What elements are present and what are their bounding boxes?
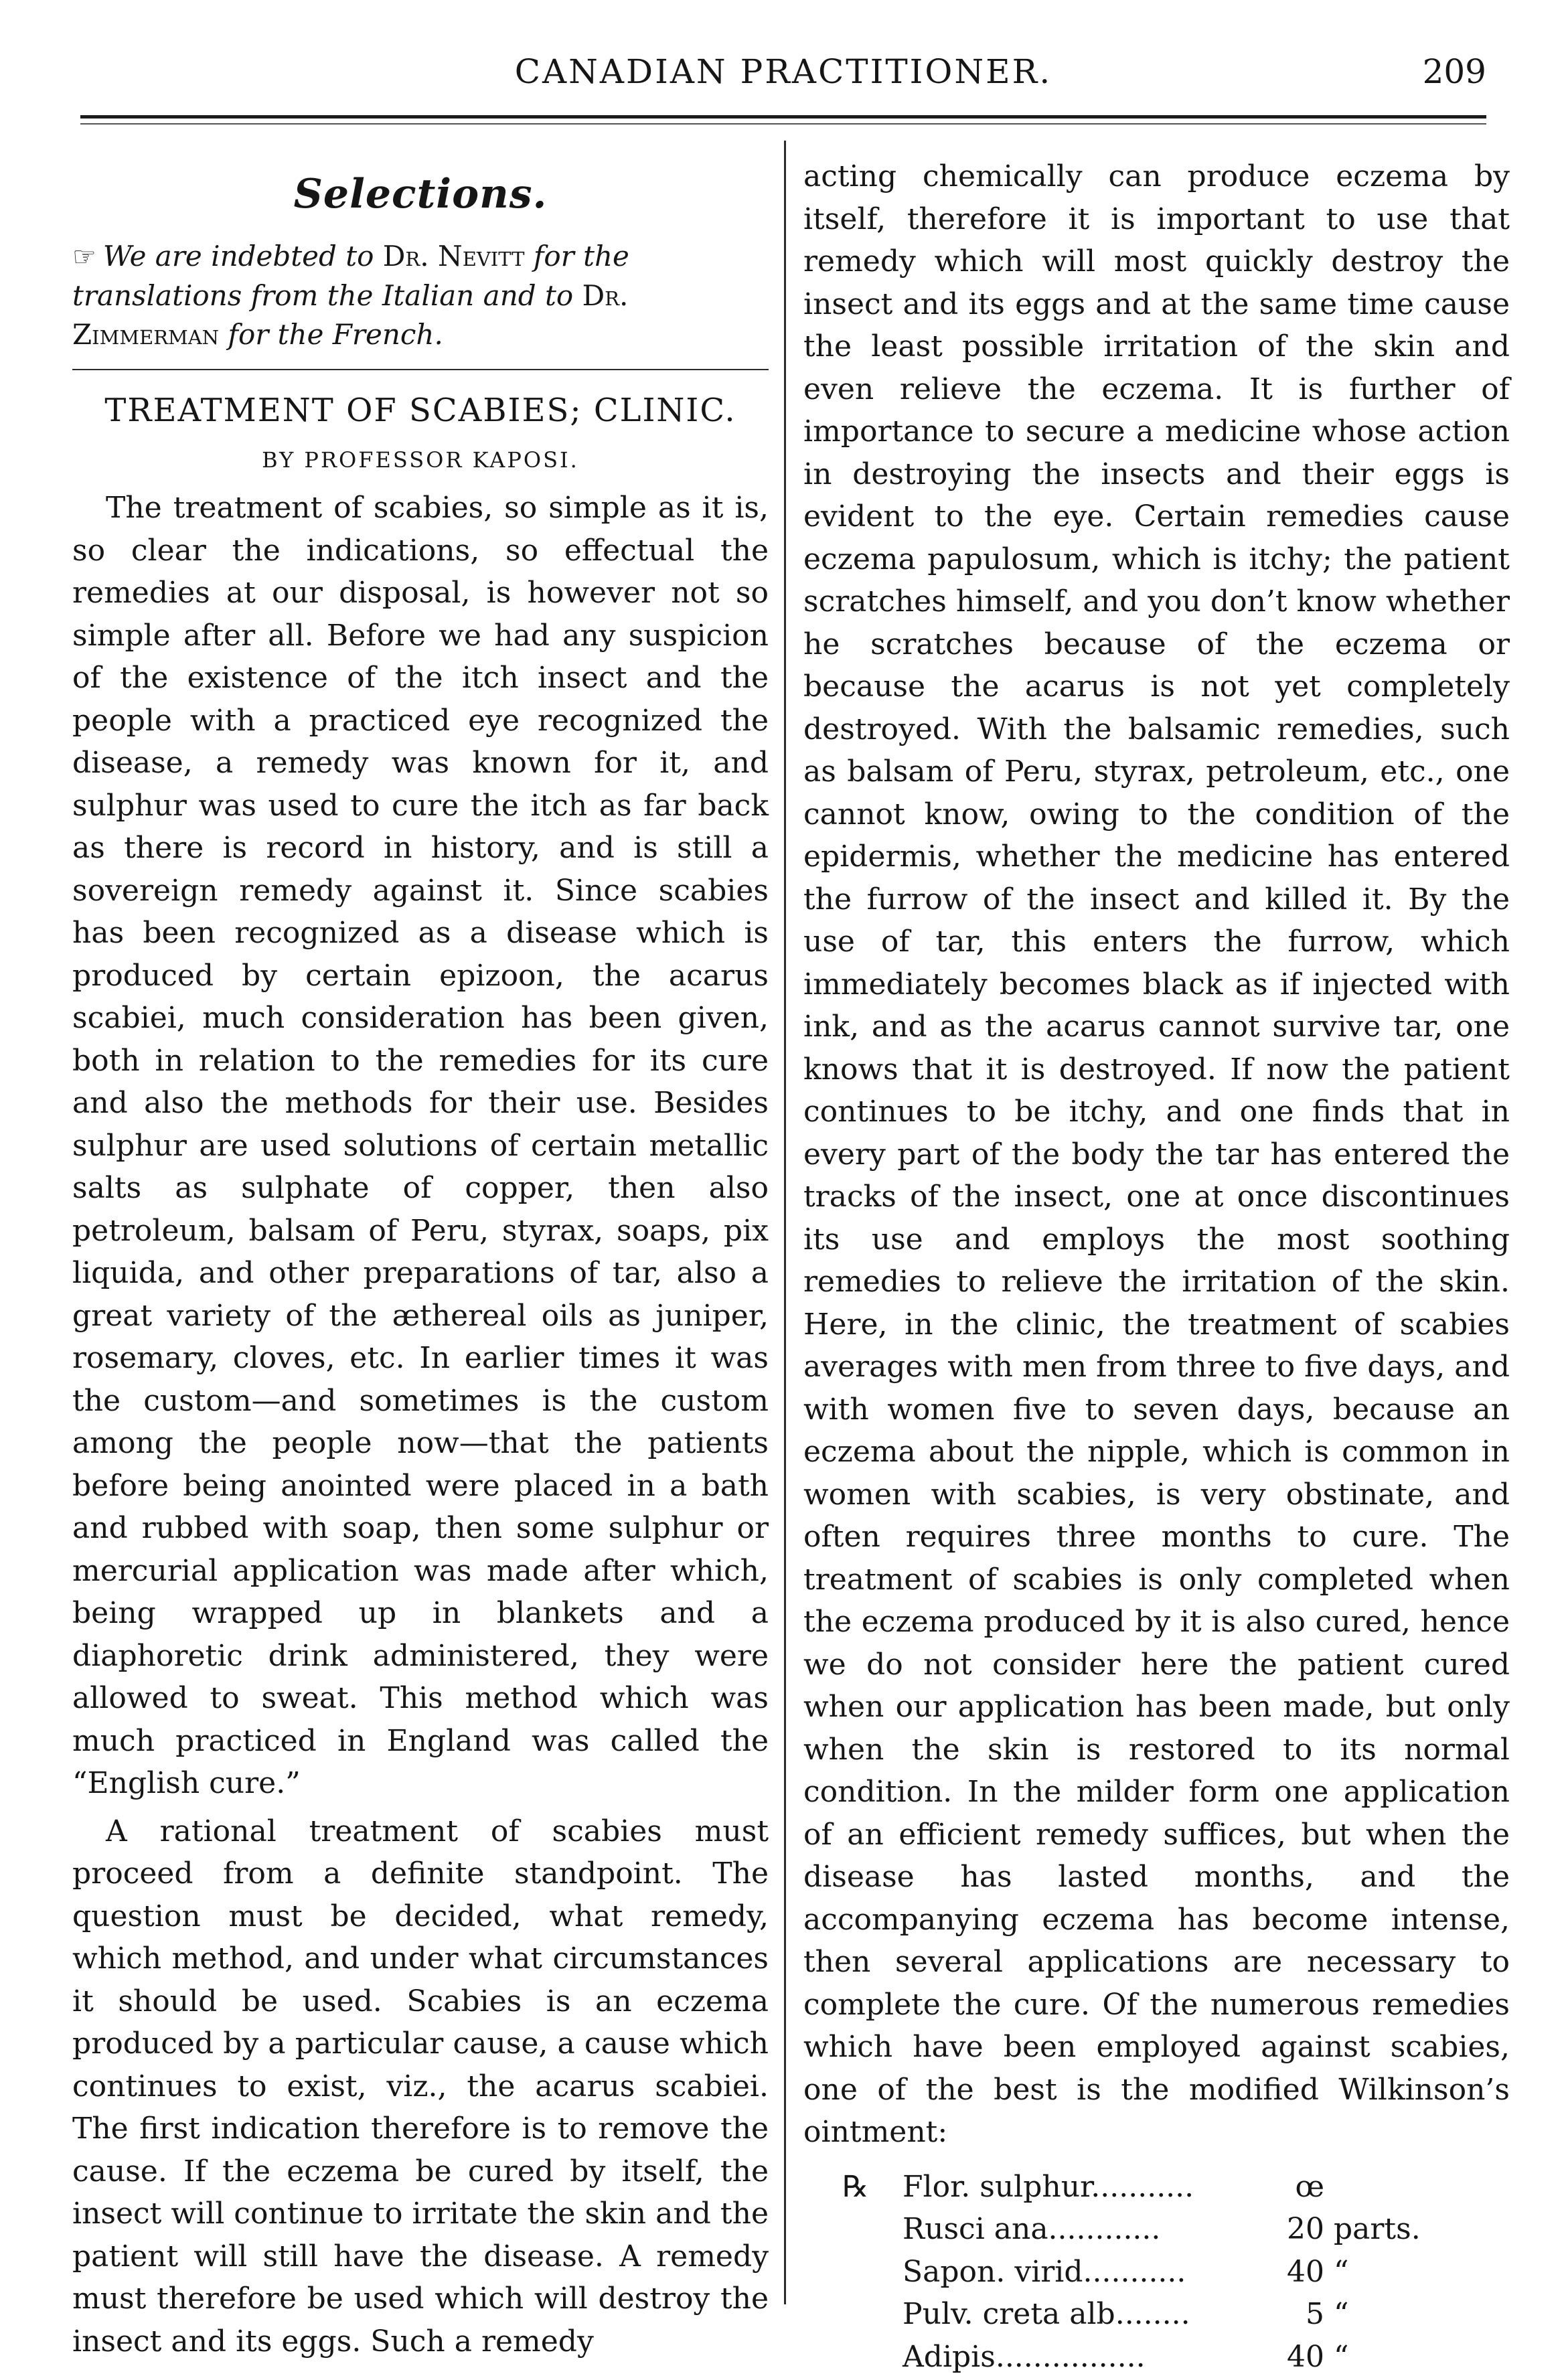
ack-text-1: We are indebted to bbox=[102, 240, 383, 272]
prescription-row bbox=[803, 2293, 1510, 2336]
running-header bbox=[80, 51, 1486, 104]
ingredient-quantity: 5 bbox=[1306, 2297, 1324, 2331]
ingredient: Adipis................ bbox=[903, 2339, 1146, 2374]
prescription-row bbox=[803, 2166, 1510, 2209]
body-paragraph: The treatment of scabies, so simple as it is, so clear the indications, so effectual the remedies at our disposal, is however not so simple after all. Before we had any suspicion of the existence of the itch insect and the people with a practiced eye recognized the disease, a remedy was known for it, and sulphur was used to cure the itch as far back as there is record in history, and is still a sovereign remedy against it. Since scabies has been recognized as a disease which is produced by certain epizoon, the acarus scabiei, much consideration has been given, both in relation to the remedies for its cure and also the methods for their use. Besides sulphur are used solutions of certain metallic salts as sulphate of copper, then also petroleum, balsam of Peru, styrax, soaps, pix liquida, and other preparations of tar, also a great variety of the æthereal oils as juniper, rosemary, cloves, etc. In earlier times it was the custom—and sometimes is the custom among the people now—that the patients before being anointed were placed in a bath and rubbed with soap, then some sulphur or mercurial application was made after which, being wrapped up in blankets and a diaphoretic drink administered, they were allowed to sweat. This method which was much practiced in England was called the “English cure.” bbox=[72, 491, 769, 1800]
ingredient-unit: “ bbox=[1334, 2297, 1349, 2331]
prescription-row bbox=[803, 2251, 1510, 2294]
ingredient-quantity: 20 bbox=[1287, 2212, 1324, 2246]
prescription bbox=[803, 2166, 1510, 2378]
recipe-symbol: ℞ bbox=[842, 2169, 869, 2204]
prescription-row bbox=[803, 2208, 1510, 2251]
ack-name-1: Dr. Nevitt bbox=[382, 240, 525, 272]
ingredient-unit: parts. bbox=[1334, 2212, 1421, 2246]
header-rule bbox=[80, 115, 1486, 118]
ingredient-unit: “ bbox=[1334, 2339, 1349, 2374]
ack-name-2: Dr. Zimmerman bbox=[72, 279, 629, 351]
header-rule-thin bbox=[80, 123, 1486, 125]
article-byline: BY PROFESSOR KAPOSI. bbox=[262, 447, 579, 473]
ingredient: Sapon. virid........... bbox=[903, 2254, 1186, 2289]
left-column bbox=[72, 155, 769, 2363]
column-divider bbox=[784, 141, 786, 2304]
body-paragraph-continued: acting chemically can produce eczema by itself, therefore it is important to use that remedy which will most quickly destroy the insect and its eggs and at the same time cause the least possible irritation of the skin and even relieve the eczema. It is further of importance to secure a medicine whose action in destroying the insects and their eggs is evident to the eye. Certain remedies cause eczema papulosum, which is itchy; the patient scratches himself, and you don’t know whether he scratches because of the eczema or because the acarus is not yet completely destroyed. With the balsamic remedies, such as balsam of Peru, styrax, petroleum, etc., one cannot know, owing to the condition of the epidermis, whether the medicine has entered the furrow of the insect and killed it. By the use of tar, this enters the furrow, which immediately becomes black as if injected with ink, and as the acarus cannot survive tar, one knows that it is destroyed. If now the patient continues to be itchy, and one finds that in every part of the body the tar has entered the tracks of the insect, one at once discontinues its use and employs the most soothing remedies to relieve the irritation of the skin. Here, in the clinic, the treatment of scabies averages with men from three to five days, and with women five to seven days, because an eczema about the nipple, which is common in women with scabies, is very obstinate, and often requires three months to cure. The treatment of scabies is only completed when the eczema produced by it is also cured, hence we do not consider here the patient cured when our application has been made, but only when the skin is restored to its normal condition. In the milder form one application of an efficient remedy suffices, but when the disease has lasted months, and the accompanying eczema has become intense, then several applications are necessary to complete the cure. Of the numerous remedies which have been employed against scabies, one of the best is the modified Wilkinson’s ointment: bbox=[803, 159, 1510, 2149]
ingredient-quantity: œ bbox=[1295, 2169, 1324, 2204]
ingredient-unit: “ bbox=[1334, 2254, 1349, 2289]
page-number: 209 bbox=[1422, 52, 1486, 91]
ack-text-3: for the French. bbox=[219, 318, 443, 351]
body-paragraph: A rational treatment of scabies must proceed from a definite standpoint. The question must be decided, what remedy, which method, and under what circumstances it should be used. Scabies is an eczema produced by a particular cause, a cause which continues to exist, viz., the acarus scabiei. The first indication therefore is to remove the cause. If the eczema be cured by itself, the insect will continue to irritate the skin and the patient will still have the disease. A remedy must therefore be used which will destroy the insect and its eggs. Such a remedy bbox=[72, 1814, 769, 2359]
section-title: Selections. bbox=[293, 171, 548, 218]
section-divider bbox=[72, 369, 769, 370]
right-column bbox=[803, 155, 1510, 2378]
ingredient: Rusci ana............ bbox=[903, 2212, 1161, 2246]
ingredient-quantity: 40 bbox=[1287, 2339, 1324, 2374]
journal-title: CANADIAN PRACTITIONER. bbox=[514, 52, 1052, 91]
ingredient-quantity: 40 bbox=[1287, 2254, 1324, 2289]
prescription-row bbox=[803, 2336, 1510, 2378]
ingredient: Flor. sulphur........... bbox=[903, 2169, 1194, 2204]
ack-text-2: for the translations from the Italian and to bbox=[72, 240, 629, 312]
acknowledgement-note bbox=[72, 237, 769, 354]
article-title: TREATMENT OF SCABIES; CLINIC. bbox=[104, 392, 736, 429]
pointing-hand-icon: ☞ bbox=[72, 242, 96, 272]
ingredient: Pulv. creta alb........ bbox=[903, 2297, 1190, 2331]
